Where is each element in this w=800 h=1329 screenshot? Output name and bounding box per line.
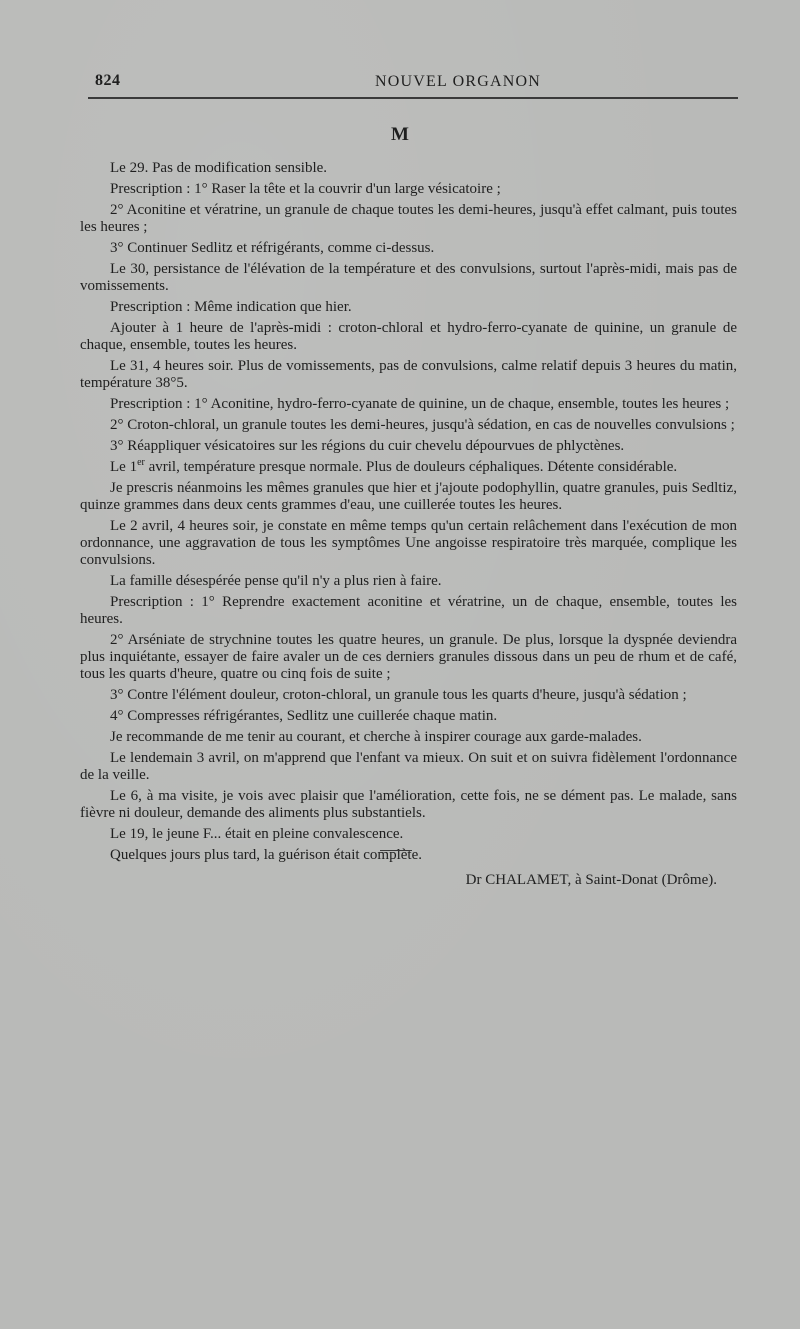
paragraph: Le lendemain 3 avril, on m'apprend que l'enfant va mieux. On suit et on suivra fidèlement l'ordonnance de la veille. [80,750,737,783]
paragraph: Le 6, à ma visite, je vois avec plaisir que l'amélioration, cette fois, ne se dément pas. Le malade, sans fièvre ni douleur, demande des aliments plus substantiels. [80,788,737,821]
paragraph: Ajouter à 1 heure de l'après-midi : croton-chloral et hydro-ferro-cyanate de quinine, un granule de chaque, ensemble, toutes les heures. [80,320,737,353]
paragraph: 3° Continuer Sedlitz et réfrigérants, comme ci-dessus. [110,240,435,256]
body-text [80,160,737,889]
page-number: 824 [95,72,121,89]
end-rule [380,850,412,851]
paragraph [80,459,737,476]
paragraph: Prescription : 1° Reprendre exactement aconitine et vératrine, un de chaque, ensemble, toutes les heures. [80,594,737,627]
paragraph: Je recommande de me tenir au courant, et cherche à inspirer courage aux garde-malades. [110,729,642,745]
paragraph: La famille désespérée pense qu'il n'y a plus rien à faire. [110,573,442,589]
paragraph: Prescription : 1° Raser la tête et la couvrir d'un large vésicatoire ; [110,181,501,197]
running-title: NOUVEL ORGANON [375,73,541,90]
section-letter: M [391,124,409,145]
paragraph: Le 29. Pas de modification sensible. [110,160,328,176]
signature [80,872,737,889]
paragraph: 2° Arséniate de strychnine toutes les quatre heures, un granule. De plus, lorsque la dyspnée deviendra plus inquiétante, essayer de faire avaler un de ces derniers granules dissous dans un peu de rhum et de café, tous les quarts d'heure, quatre ou cinq fois de suite ; [80,632,737,682]
paragraph: Prescription : 1° Aconitine, hydro-ferro-cyanate de quinine, un de chaque, ensemble, toutes les heures ; [110,396,730,412]
superscript: er [137,457,145,468]
paragraph: 2° Aconitine et vératrine, un granule de chaque toutes les demi-heures, jusqu'à effet calmant, puis toutes les heures ; [80,202,737,235]
paragraph: Quelques jours plus tard, la guérison était complète. [110,847,423,863]
paragraph-text: Le 1 [110,459,138,475]
paragraph: 3° Réappliquer vésicatoires sur les régions du cuir chevelu dépourvues de phlyctènes. [110,438,625,454]
paragraph: Le 2 avril, 4 heures soir, je constate en même temps qu'un certain relâchement dans l'exécution de mon ordonnance, une aggravation de tous les symptômes Une angoisse respiratoire très marquée, complique les convulsions. [80,518,737,568]
paragraph: 4° Compresses réfrigérantes, Sedlitz une cuillerée chaque matin. [110,708,498,724]
paragraph: 3° Contre l'élément douleur, croton-chloral, un granule tous les quarts d'heure, jusqu'à sédation ; [110,687,687,703]
signature-title: Dr [465,872,482,888]
paragraph: 2° Croton-chloral, un granule toutes les demi-heures, jusqu'à sédation, en cas de nouvelles convulsions ; [110,417,735,433]
running-head [95,70,735,94]
paragraph: Le 31, 4 heures soir. Plus de vomissements, pas de convulsions, calme relatif depuis 3 heures du matin, température 38°5. [80,358,737,391]
paragraph: Prescription : Même indication que hier. [110,299,352,315]
paragraph-text: avril, température presque normale. Plus de douleurs céphaliques. Détente considérable. [144,459,678,475]
paragraph: Le 30, persistance de l'élévation de la température et des convulsions, surtout l'après-midi, mais pas de vomissements. [80,261,737,294]
paragraph: Le 19, le jeune F... était en pleine convalescence. [110,826,404,842]
header-rule [88,97,738,99]
signature-name: CHALAMET [485,872,568,888]
paragraph: Je prescris néanmoins les mêmes granules que hier et j'ajoute podophyllin, quatre granules, puis Sedltiz, quinze grammes dans deux cents grammes d'eau, une cuillerée toutes les heures. [80,480,737,513]
signature-place: , à Saint-Donat (Drôme). [567,872,717,888]
